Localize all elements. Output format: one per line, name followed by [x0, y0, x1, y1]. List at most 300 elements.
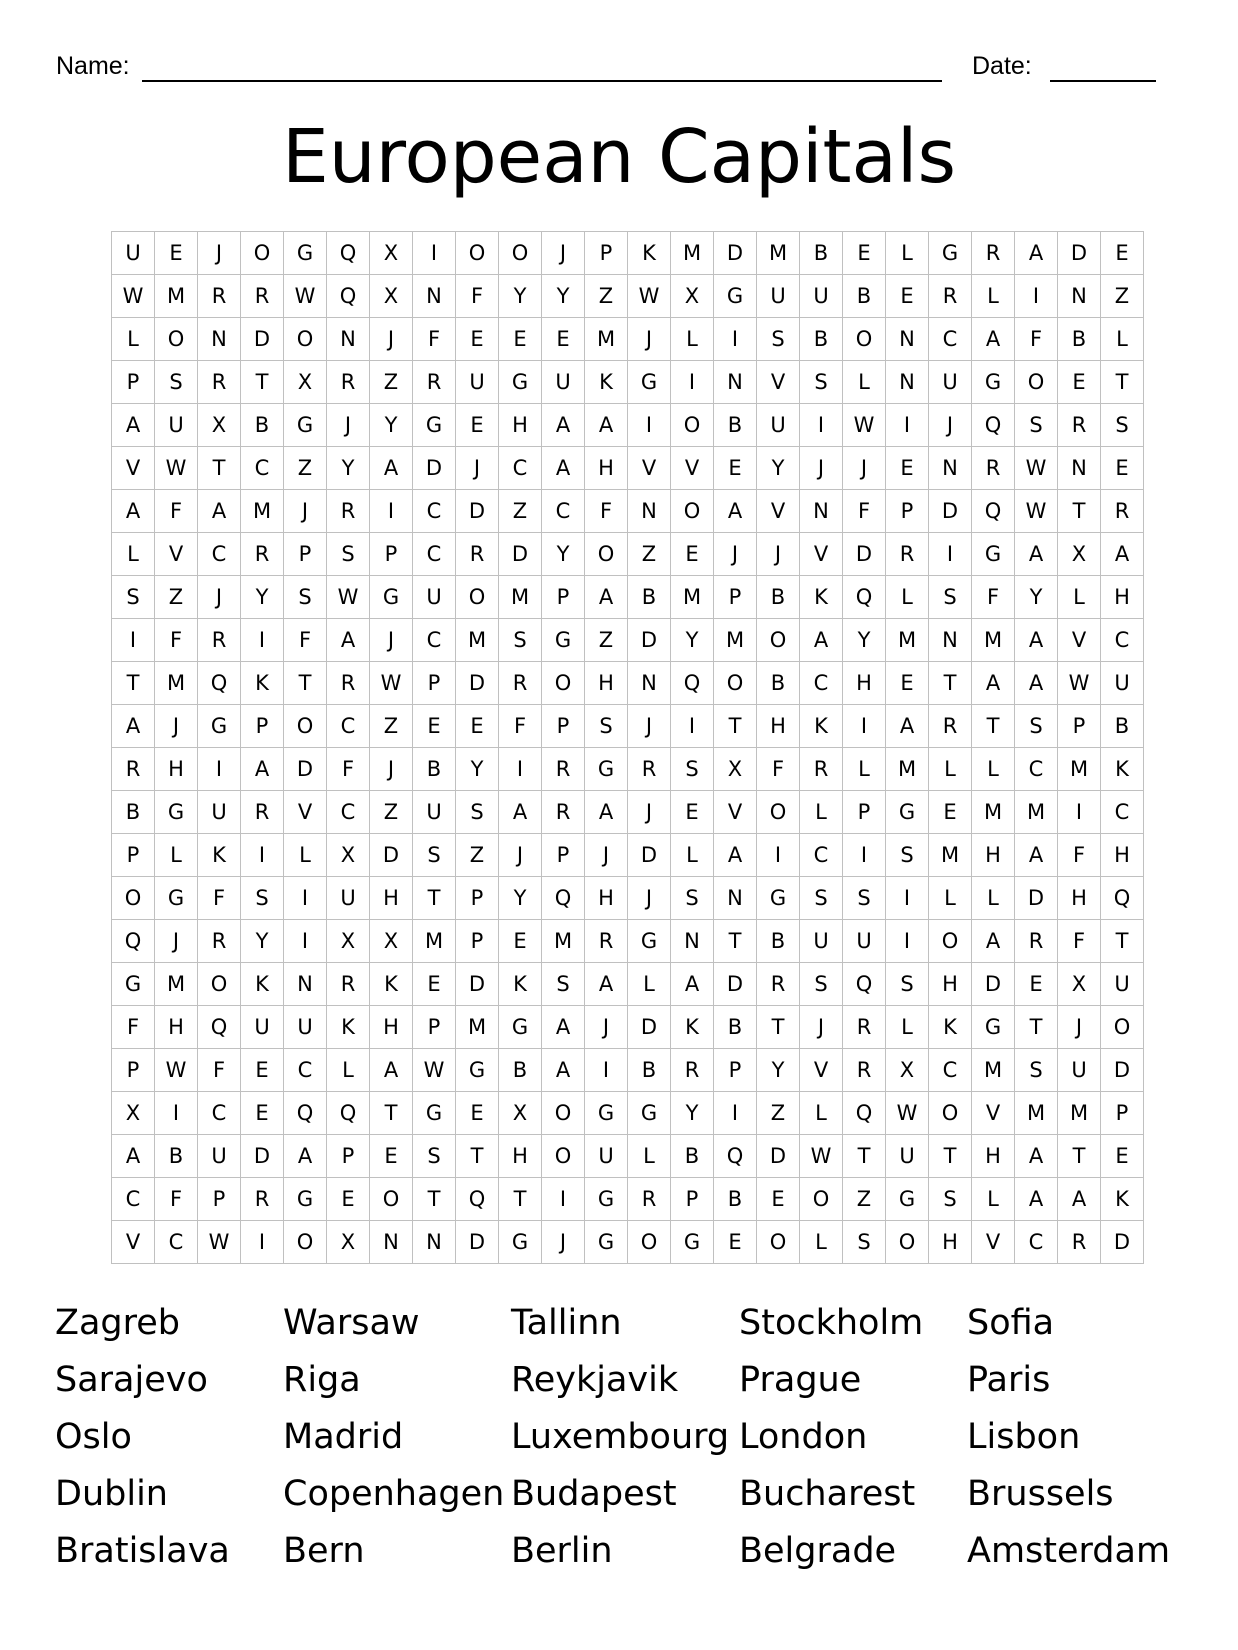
grid-cell[interactable]: Y	[757, 1049, 800, 1092]
grid-cell[interactable]: G	[284, 404, 327, 447]
grid-cell[interactable]: P	[413, 1006, 456, 1049]
grid-cell[interactable]: N	[800, 490, 843, 533]
grid-cell[interactable]: X	[886, 1049, 929, 1092]
grid-cell[interactable]: X	[1058, 963, 1101, 1006]
grid-cell[interactable]: B	[628, 1049, 671, 1092]
grid-cell[interactable]: D	[456, 662, 499, 705]
grid-cell[interactable]: A	[542, 1049, 585, 1092]
grid-cell[interactable]: G	[757, 877, 800, 920]
grid-cell[interactable]: Z	[843, 1178, 886, 1221]
grid-cell[interactable]: T	[714, 920, 757, 963]
grid-cell[interactable]: I	[757, 834, 800, 877]
grid-cell[interactable]: Q	[972, 490, 1015, 533]
grid-cell[interactable]: X	[370, 920, 413, 963]
grid-cell[interactable]: W	[327, 576, 370, 619]
grid-cell[interactable]: T	[370, 1092, 413, 1135]
grid-cell[interactable]: C	[800, 834, 843, 877]
grid-cell[interactable]: N	[327, 318, 370, 361]
grid-cell[interactable]: R	[929, 705, 972, 748]
grid-cell[interactable]: I	[628, 404, 671, 447]
grid-cell[interactable]: S	[843, 1221, 886, 1264]
grid-cell[interactable]: E	[757, 1178, 800, 1221]
grid-cell[interactable]: Z	[284, 447, 327, 490]
grid-cell[interactable]: Q	[542, 877, 585, 920]
grid-cell[interactable]: M	[671, 232, 714, 275]
grid-cell[interactable]: E	[843, 232, 886, 275]
grid-cell[interactable]: X	[198, 404, 241, 447]
grid-cell[interactable]: G	[456, 1049, 499, 1092]
grid-cell[interactable]: R	[671, 1049, 714, 1092]
grid-cell[interactable]: V	[800, 1049, 843, 1092]
grid-cell[interactable]: G	[413, 1092, 456, 1135]
grid-cell[interactable]: Q	[671, 662, 714, 705]
grid-cell[interactable]: U	[155, 404, 198, 447]
grid-cell[interactable]: Z	[499, 490, 542, 533]
grid-cell[interactable]: S	[499, 619, 542, 662]
grid-cell[interactable]: L	[628, 1135, 671, 1178]
grid-cell[interactable]: G	[413, 404, 456, 447]
grid-cell[interactable]: U	[757, 275, 800, 318]
grid-cell[interactable]: D	[628, 834, 671, 877]
grid-cell[interactable]: E	[241, 1092, 284, 1135]
grid-cell[interactable]: S	[542, 963, 585, 1006]
grid-cell[interactable]: I	[800, 404, 843, 447]
grid-cell[interactable]: S	[413, 1135, 456, 1178]
grid-cell[interactable]: V	[757, 361, 800, 404]
grid-cell[interactable]: Q	[112, 920, 155, 963]
grid-cell[interactable]: R	[327, 490, 370, 533]
grid-cell[interactable]: C	[112, 1178, 155, 1221]
grid-cell[interactable]: E	[327, 1178, 370, 1221]
grid-cell[interactable]: M	[1058, 1092, 1101, 1135]
grid-cell[interactable]: H	[929, 1221, 972, 1264]
grid-cell[interactable]: K	[198, 834, 241, 877]
grid-cell[interactable]: J	[628, 791, 671, 834]
grid-cell[interactable]: R	[327, 361, 370, 404]
grid-cell[interactable]: L	[800, 791, 843, 834]
grid-cell[interactable]: Z	[370, 705, 413, 748]
grid-cell[interactable]: T	[1058, 490, 1101, 533]
grid-cell[interactable]: S	[456, 791, 499, 834]
grid-cell[interactable]: X	[370, 275, 413, 318]
grid-cell[interactable]: U	[800, 920, 843, 963]
grid-cell[interactable]: U	[1058, 1049, 1101, 1092]
grid-cell[interactable]: S	[585, 705, 628, 748]
grid-cell[interactable]: G	[499, 1006, 542, 1049]
grid-cell[interactable]: A	[585, 576, 628, 619]
grid-cell[interactable]: I	[1015, 275, 1058, 318]
grid-cell[interactable]: R	[542, 791, 585, 834]
grid-cell[interactable]: H	[843, 662, 886, 705]
grid-cell[interactable]: G	[714, 275, 757, 318]
grid-cell[interactable]: W	[413, 1049, 456, 1092]
grid-cell[interactable]: B	[671, 1135, 714, 1178]
grid-cell[interactable]: C	[413, 533, 456, 576]
grid-cell[interactable]: Y	[241, 576, 284, 619]
grid-cell[interactable]: Y	[757, 447, 800, 490]
grid-cell[interactable]: O	[757, 619, 800, 662]
grid-cell[interactable]: L	[628, 963, 671, 1006]
grid-cell[interactable]: P	[671, 1178, 714, 1221]
grid-cell[interactable]: K	[499, 963, 542, 1006]
grid-cell[interactable]: T	[843, 1135, 886, 1178]
grid-cell[interactable]: I	[241, 1221, 284, 1264]
grid-cell[interactable]: C	[198, 1092, 241, 1135]
grid-cell[interactable]: T	[714, 705, 757, 748]
grid-cell[interactable]: A	[585, 404, 628, 447]
grid-cell[interactable]: V	[155, 533, 198, 576]
grid-cell[interactable]: D	[413, 447, 456, 490]
grid-cell[interactable]: R	[456, 533, 499, 576]
grid-cell[interactable]: R	[241, 791, 284, 834]
grid-cell[interactable]: V	[972, 1221, 1015, 1264]
grid-cell[interactable]: U	[413, 576, 456, 619]
grid-cell[interactable]: T	[1101, 361, 1144, 404]
grid-cell[interactable]: O	[800, 1178, 843, 1221]
grid-cell[interactable]: S	[886, 834, 929, 877]
grid-cell[interactable]: R	[757, 963, 800, 1006]
grid-cell[interactable]: P	[542, 834, 585, 877]
grid-cell[interactable]: H	[1101, 576, 1144, 619]
grid-cell[interactable]: B	[800, 318, 843, 361]
grid-cell[interactable]: C	[542, 490, 585, 533]
grid-cell[interactable]: Q	[327, 1092, 370, 1135]
grid-cell[interactable]: K	[370, 963, 413, 1006]
grid-cell[interactable]: N	[714, 361, 757, 404]
grid-cell[interactable]: S	[112, 576, 155, 619]
grid-cell[interactable]: D	[929, 490, 972, 533]
grid-cell[interactable]: T	[413, 877, 456, 920]
grid-cell[interactable]: L	[800, 1092, 843, 1135]
grid-cell[interactable]: S	[327, 533, 370, 576]
grid-cell[interactable]: Y	[370, 404, 413, 447]
grid-cell[interactable]: G	[155, 791, 198, 834]
grid-cell[interactable]: L	[929, 877, 972, 920]
grid-cell[interactable]: R	[327, 662, 370, 705]
grid-cell[interactable]: B	[155, 1135, 198, 1178]
grid-cell[interactable]: Z	[757, 1092, 800, 1135]
grid-cell[interactable]: R	[198, 361, 241, 404]
grid-cell[interactable]: F	[585, 490, 628, 533]
grid-cell[interactable]: H	[585, 877, 628, 920]
grid-cell[interactable]: M	[241, 490, 284, 533]
grid-cell[interactable]: G	[585, 1178, 628, 1221]
grid-cell[interactable]: I	[843, 705, 886, 748]
grid-cell[interactable]: R	[241, 1178, 284, 1221]
grid-cell[interactable]: O	[241, 232, 284, 275]
grid-cell[interactable]: D	[714, 963, 757, 1006]
grid-cell[interactable]: I	[370, 490, 413, 533]
grid-cell[interactable]: V	[714, 791, 757, 834]
grid-cell[interactable]: O	[284, 1221, 327, 1264]
grid-cell[interactable]: Y	[1015, 576, 1058, 619]
grid-cell[interactable]: G	[585, 1221, 628, 1264]
grid-cell[interactable]: I	[843, 834, 886, 877]
grid-cell[interactable]: L	[972, 1178, 1015, 1221]
grid-cell[interactable]: Q	[714, 1135, 757, 1178]
grid-cell[interactable]: G	[972, 361, 1015, 404]
grid-cell[interactable]: A	[1101, 533, 1144, 576]
grid-cell[interactable]: O	[671, 490, 714, 533]
grid-cell[interactable]: H	[929, 963, 972, 1006]
grid-cell[interactable]: M	[886, 748, 929, 791]
grid-cell[interactable]: Y	[671, 619, 714, 662]
grid-cell[interactable]: R	[929, 275, 972, 318]
grid-cell[interactable]: A	[972, 920, 1015, 963]
grid-cell[interactable]: S	[671, 877, 714, 920]
grid-cell[interactable]: U	[800, 275, 843, 318]
grid-cell[interactable]: Q	[198, 1006, 241, 1049]
grid-cell[interactable]: S	[1015, 404, 1058, 447]
grid-cell[interactable]: F	[1058, 834, 1101, 877]
name-input-line[interactable]	[142, 80, 942, 82]
grid-cell[interactable]: J	[456, 447, 499, 490]
grid-cell[interactable]: A	[370, 447, 413, 490]
grid-cell[interactable]: A	[112, 404, 155, 447]
grid-cell[interactable]: B	[757, 662, 800, 705]
grid-cell[interactable]: J	[198, 232, 241, 275]
grid-cell[interactable]: E	[1101, 1135, 1144, 1178]
grid-cell[interactable]: A	[499, 791, 542, 834]
grid-cell[interactable]: G	[112, 963, 155, 1006]
grid-cell[interactable]: O	[757, 1221, 800, 1264]
grid-cell[interactable]: G	[198, 705, 241, 748]
grid-cell[interactable]: J	[628, 705, 671, 748]
grid-cell[interactable]: E	[499, 920, 542, 963]
grid-cell[interactable]: O	[155, 318, 198, 361]
grid-cell[interactable]: B	[714, 1178, 757, 1221]
grid-cell[interactable]: P	[413, 662, 456, 705]
grid-cell[interactable]: L	[972, 275, 1015, 318]
grid-cell[interactable]: S	[413, 834, 456, 877]
grid-cell[interactable]: U	[585, 1135, 628, 1178]
grid-cell[interactable]: W	[1015, 490, 1058, 533]
grid-cell[interactable]: L	[284, 834, 327, 877]
grid-cell[interactable]: P	[284, 533, 327, 576]
grid-cell[interactable]: U	[929, 361, 972, 404]
grid-cell[interactable]: X	[327, 834, 370, 877]
grid-cell[interactable]: L	[843, 361, 886, 404]
grid-cell[interactable]: M	[1058, 748, 1101, 791]
grid-cell[interactable]: N	[671, 920, 714, 963]
grid-cell[interactable]: F	[456, 275, 499, 318]
grid-cell[interactable]: K	[628, 232, 671, 275]
grid-cell[interactable]: R	[112, 748, 155, 791]
grid-cell[interactable]: D	[241, 318, 284, 361]
grid-cell[interactable]: L	[843, 748, 886, 791]
grid-cell[interactable]: N	[1058, 275, 1101, 318]
grid-cell[interactable]: U	[886, 1135, 929, 1178]
grid-cell[interactable]: B	[413, 748, 456, 791]
grid-cell[interactable]: T	[112, 662, 155, 705]
grid-cell[interactable]: I	[241, 834, 284, 877]
grid-cell[interactable]: W	[112, 275, 155, 318]
grid-cell[interactable]: N	[413, 1221, 456, 1264]
grid-cell[interactable]: F	[327, 748, 370, 791]
grid-cell[interactable]: A	[1015, 1135, 1058, 1178]
grid-cell[interactable]: W	[284, 275, 327, 318]
grid-cell[interactable]: L	[886, 576, 929, 619]
grid-cell[interactable]: Y	[542, 275, 585, 318]
grid-cell[interactable]: U	[843, 920, 886, 963]
grid-cell[interactable]: M	[413, 920, 456, 963]
grid-cell[interactable]: W	[886, 1092, 929, 1135]
grid-cell[interactable]: E	[714, 447, 757, 490]
grid-cell[interactable]: O	[929, 1092, 972, 1135]
grid-cell[interactable]: N	[929, 447, 972, 490]
grid-cell[interactable]: U	[198, 1135, 241, 1178]
grid-cell[interactable]: I	[413, 232, 456, 275]
grid-cell[interactable]: U	[112, 232, 155, 275]
grid-cell[interactable]: M	[456, 619, 499, 662]
grid-cell[interactable]: D	[284, 748, 327, 791]
grid-cell[interactable]: B	[112, 791, 155, 834]
grid-cell[interactable]: D	[241, 1135, 284, 1178]
grid-cell[interactable]: E	[413, 705, 456, 748]
grid-cell[interactable]: X	[671, 275, 714, 318]
grid-cell[interactable]: E	[714, 1221, 757, 1264]
grid-cell[interactable]: R	[972, 447, 1015, 490]
grid-cell[interactable]: Y	[327, 447, 370, 490]
grid-cell[interactable]: K	[1101, 1178, 1144, 1221]
grid-cell[interactable]: I	[671, 705, 714, 748]
grid-cell[interactable]: V	[1058, 619, 1101, 662]
grid-cell[interactable]: G	[972, 533, 1015, 576]
grid-cell[interactable]: H	[972, 1135, 1015, 1178]
grid-cell[interactable]: P	[542, 576, 585, 619]
grid-cell[interactable]: M	[671, 576, 714, 619]
grid-cell[interactable]: M	[972, 1049, 1015, 1092]
grid-cell[interactable]: I	[499, 748, 542, 791]
grid-cell[interactable]: T	[284, 662, 327, 705]
grid-cell[interactable]: U	[757, 404, 800, 447]
grid-cell[interactable]: S	[800, 963, 843, 1006]
grid-cell[interactable]: F	[499, 705, 542, 748]
grid-cell[interactable]: E	[413, 963, 456, 1006]
grid-cell[interactable]: F	[155, 490, 198, 533]
grid-cell[interactable]: O	[757, 791, 800, 834]
grid-cell[interactable]: J	[155, 920, 198, 963]
grid-cell[interactable]: R	[972, 232, 1015, 275]
grid-cell[interactable]: O	[499, 232, 542, 275]
grid-cell[interactable]: A	[585, 791, 628, 834]
grid-cell[interactable]: E	[370, 1135, 413, 1178]
grid-cell[interactable]: F	[284, 619, 327, 662]
grid-cell[interactable]: C	[413, 619, 456, 662]
grid-cell[interactable]: C	[327, 705, 370, 748]
grid-cell[interactable]: I	[1058, 791, 1101, 834]
grid-cell[interactable]: A	[1015, 834, 1058, 877]
grid-cell[interactable]: E	[671, 791, 714, 834]
grid-cell[interactable]: I	[241, 619, 284, 662]
grid-cell[interactable]: W	[370, 662, 413, 705]
grid-cell[interactable]: A	[800, 619, 843, 662]
grid-cell[interactable]: F	[413, 318, 456, 361]
grid-cell[interactable]: R	[1058, 404, 1101, 447]
grid-cell[interactable]: A	[671, 963, 714, 1006]
grid-cell[interactable]: J	[370, 318, 413, 361]
grid-cell[interactable]: G	[499, 1221, 542, 1264]
grid-cell[interactable]: A	[714, 834, 757, 877]
grid-cell[interactable]: W	[800, 1135, 843, 1178]
grid-cell[interactable]: L	[671, 834, 714, 877]
grid-cell[interactable]: F	[757, 748, 800, 791]
grid-cell[interactable]: A	[198, 490, 241, 533]
grid-cell[interactable]: U	[1101, 662, 1144, 705]
grid-cell[interactable]: R	[1015, 920, 1058, 963]
grid-cell[interactable]: T	[198, 447, 241, 490]
grid-cell[interactable]: Z	[628, 533, 671, 576]
grid-cell[interactable]: C	[929, 1049, 972, 1092]
grid-cell[interactable]: D	[370, 834, 413, 877]
grid-cell[interactable]: A	[1015, 1178, 1058, 1221]
grid-cell[interactable]: U	[198, 791, 241, 834]
grid-cell[interactable]: H	[499, 1135, 542, 1178]
grid-cell[interactable]: G	[671, 1221, 714, 1264]
grid-cell[interactable]: B	[843, 275, 886, 318]
grid-cell[interactable]: R	[843, 1006, 886, 1049]
grid-cell[interactable]: R	[413, 361, 456, 404]
grid-cell[interactable]: P	[585, 232, 628, 275]
grid-cell[interactable]: J	[843, 447, 886, 490]
grid-cell[interactable]: L	[155, 834, 198, 877]
grid-cell[interactable]: A	[1015, 619, 1058, 662]
grid-cell[interactable]: I	[198, 748, 241, 791]
grid-cell[interactable]: H	[585, 447, 628, 490]
grid-cell[interactable]: Q	[456, 1178, 499, 1221]
grid-cell[interactable]: O	[284, 318, 327, 361]
grid-cell[interactable]: P	[241, 705, 284, 748]
grid-cell[interactable]: Q	[198, 662, 241, 705]
grid-cell[interactable]: E	[1101, 447, 1144, 490]
grid-cell[interactable]: S	[1015, 1049, 1058, 1092]
grid-cell[interactable]: D	[1101, 1221, 1144, 1264]
grid-cell[interactable]: A	[542, 1006, 585, 1049]
grid-cell[interactable]: J	[628, 318, 671, 361]
grid-cell[interactable]: K	[800, 705, 843, 748]
grid-cell[interactable]: O	[628, 1221, 671, 1264]
grid-cell[interactable]: D	[1058, 232, 1101, 275]
grid-cell[interactable]: J	[198, 576, 241, 619]
grid-cell[interactable]: P	[112, 834, 155, 877]
grid-cell[interactable]: N	[1058, 447, 1101, 490]
grid-cell[interactable]: S	[671, 748, 714, 791]
grid-cell[interactable]: J	[800, 447, 843, 490]
grid-cell[interactable]: M	[972, 619, 1015, 662]
grid-cell[interactable]: S	[929, 576, 972, 619]
grid-cell[interactable]: Y	[542, 533, 585, 576]
grid-cell[interactable]: A	[972, 662, 1015, 705]
grid-cell[interactable]: Y	[671, 1092, 714, 1135]
grid-cell[interactable]: I	[714, 318, 757, 361]
grid-cell[interactable]: X	[714, 748, 757, 791]
grid-cell[interactable]: H	[370, 1006, 413, 1049]
grid-cell[interactable]: D	[628, 1006, 671, 1049]
grid-cell[interactable]: H	[1058, 877, 1101, 920]
grid-cell[interactable]: N	[198, 318, 241, 361]
grid-cell[interactable]: E	[886, 662, 929, 705]
grid-cell[interactable]: R	[628, 1178, 671, 1221]
grid-cell[interactable]: W	[1015, 447, 1058, 490]
grid-cell[interactable]: F	[198, 1049, 241, 1092]
grid-cell[interactable]: R	[241, 275, 284, 318]
grid-cell[interactable]: S	[757, 318, 800, 361]
grid-cell[interactable]: V	[112, 447, 155, 490]
grid-cell[interactable]: I	[585, 1049, 628, 1092]
grid-cell[interactable]: T	[929, 662, 972, 705]
grid-cell[interactable]: T	[757, 1006, 800, 1049]
grid-cell[interactable]: A	[714, 490, 757, 533]
